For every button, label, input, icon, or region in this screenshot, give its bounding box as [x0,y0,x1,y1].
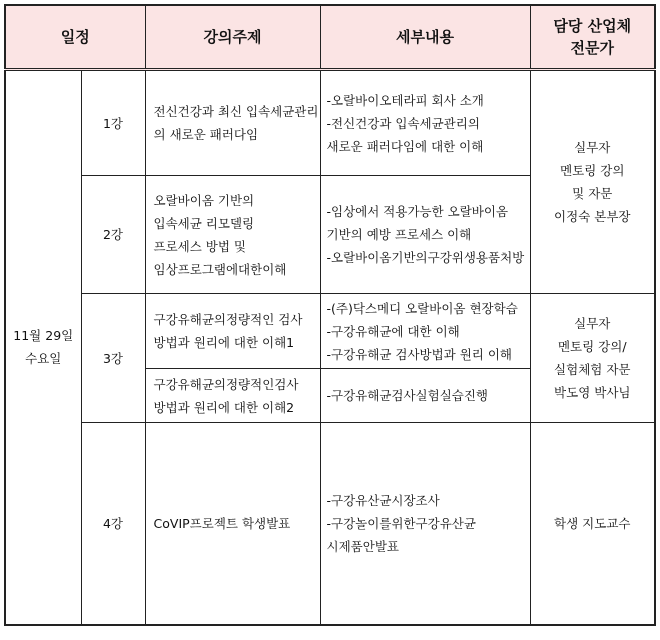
lecture-number: 2강 [81,176,145,294]
lecture-topic: 구강유해균의정량적인 검사 방법과 원리에 대한 이해1 [145,294,320,369]
schedule-table [4,4,656,626]
table-row [5,294,655,369]
lecture-number: 1강 [81,70,145,176]
expert-cell: 학생 지도교수 [530,423,655,625]
date-cell [5,70,81,625]
lecture-detail: -(주)닥스메디 오랄바이옴 현장학습 -구강유해균에 대한 이해 -구강유해균 검사방법과 원리 이해 [320,294,530,369]
schedule-table-frame [4,4,654,632]
lecture-topic: CoVIP프로젝트 학생발표 [145,423,320,625]
expert-cell: 실무자 멘토링 강의 및 자문 이정숙 본부장 [530,70,655,294]
header-topic: 강의주제 [145,5,320,70]
lecture-detail: -구강유해균검사실험실습진행 [320,369,530,423]
header-expert: 담당 산업체 전문가 [530,5,655,70]
lecture-topic: 전신건강과 최신 입속세균관리 의 새로운 패러다임 [145,70,320,176]
lecture-detail: -구강유산균시장조사 -구강놀이를위한구강유산균 시제품안발표 [320,423,530,625]
header-row [5,5,655,70]
lecture-detail: -임상에서 적용가능한 오랄바이옴 기반의 예방 프로세스 이해 -오랄바이옴기반의구강위생용품처방 [320,176,530,294]
lecture-detail: -오랄바이오테라피 회사 소개 -전신건강과 입속세균관리의 새로운 패러다임에 대한 이해 [320,70,530,176]
table-row [5,70,655,176]
header-detail: 세부내용 [320,5,530,70]
lecture-topic: 구강유해균의정량적인검사 방법과 원리에 대한 이해2 [145,369,320,423]
date-weekday: 수요일 [25,351,62,367]
lecture-number: 4강 [81,423,145,625]
lecture-topic: 오랄바이옴 기반의 입속세균 리모델링 프로세스 방법 및 임상프로그램에대한이해 [145,176,320,294]
date-day: 11월 29일 [13,328,74,344]
lecture-number: 3강 [81,294,145,423]
table-row [5,423,655,625]
expert-cell: 실무자 멘토링 강의/ 실험체험 자문 박도영 박사님 [530,294,655,423]
header-schedule: 일정 [5,5,145,70]
